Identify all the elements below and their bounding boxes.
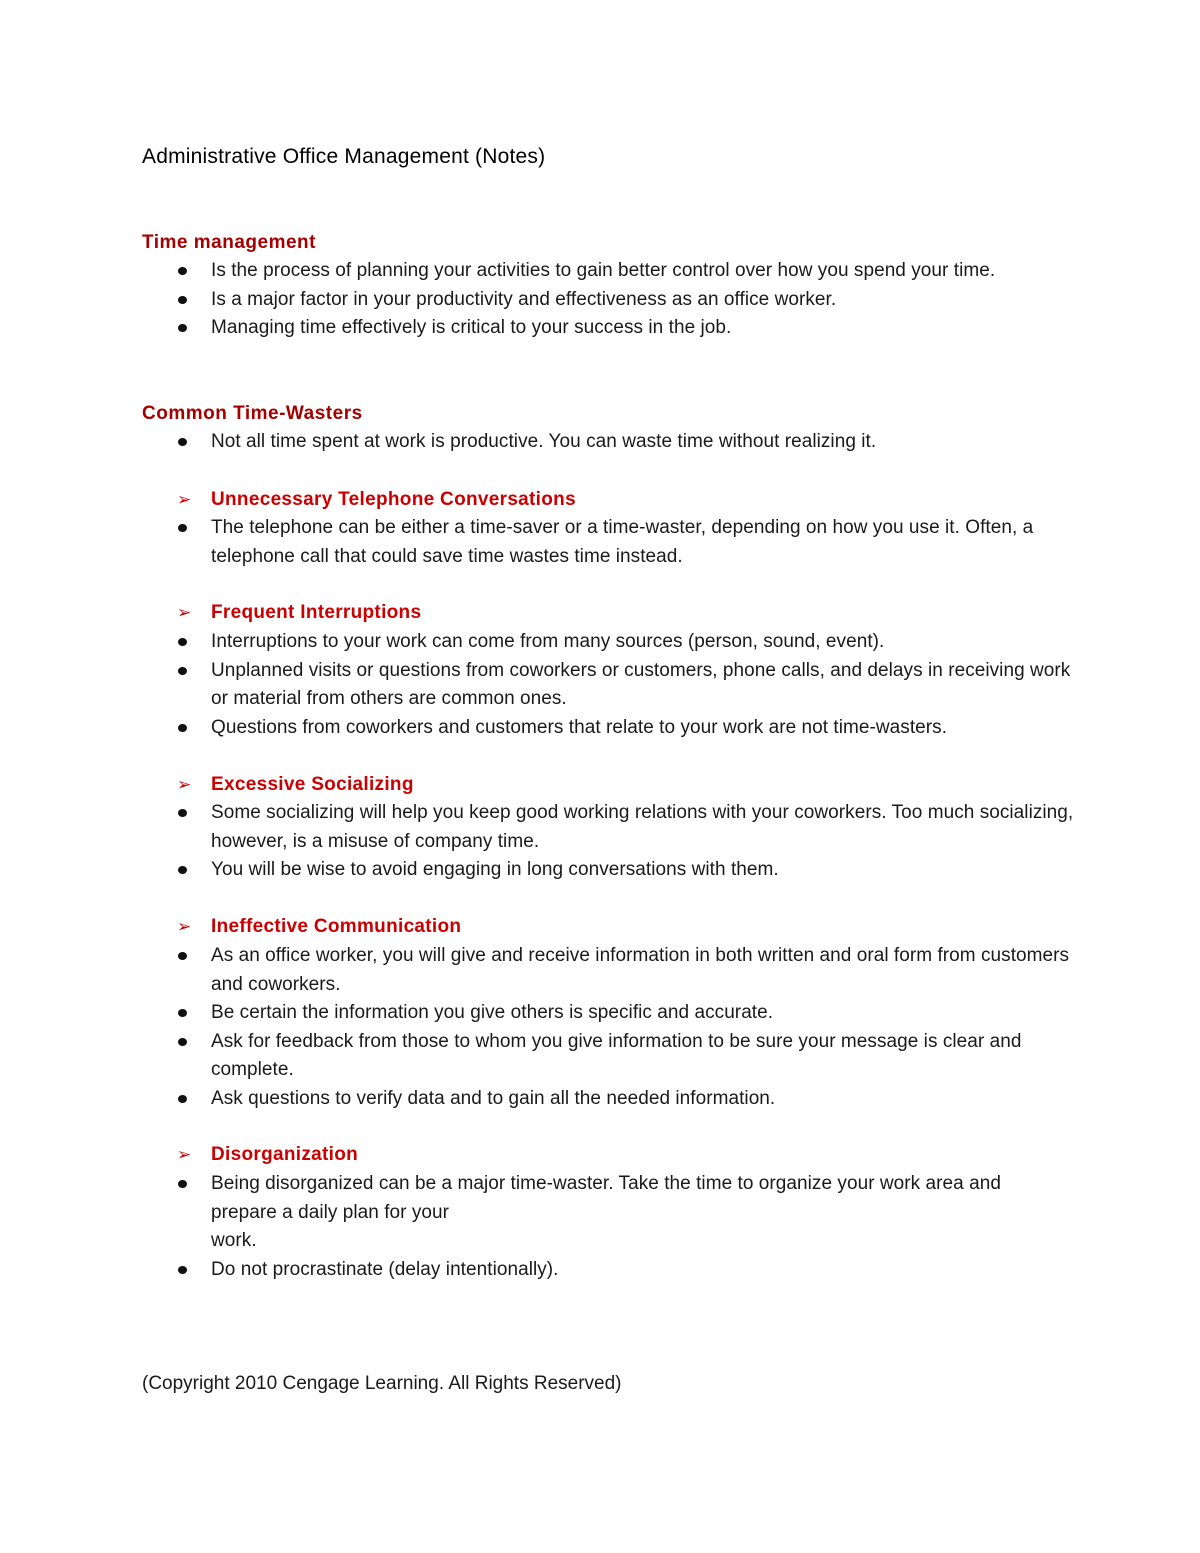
list-item: Managing time effectively is critical to your success in the job. — [177, 314, 1077, 343]
list-item: Being disorganized can be a major time-waster. Take the time to organize your work area and prepare a daily plan for your — [177, 1170, 1031, 1227]
list-item: Not all time spent at work is productive. You can waste time without realizing it. — [177, 428, 1077, 457]
bullet-icon — [178, 438, 187, 446]
telephone-list — [177, 514, 1077, 571]
time-management-list — [177, 257, 1077, 343]
bullet-icon — [178, 296, 187, 304]
list-item: Ask questions to verify data and to gain all the needed information. — [177, 1085, 1077, 1114]
section-heading-time-management: Time management — [142, 232, 316, 253]
arrow-bullet-icon: ➢ — [177, 1145, 192, 1164]
bullet-icon — [178, 1009, 187, 1017]
bullet-icon — [178, 866, 187, 874]
list-item: The telephone can be either a time-saver or a time-waster, depending on how you use it. Often, a telephone call that could save time wastes time instead. — [177, 514, 1077, 571]
bullet-icon — [178, 1266, 187, 1274]
subsection-heading-socializing: ➢ Excessive Socializing — [177, 772, 414, 798]
list-item: Ask for feedback from those to whom you give information to be sure your message is clear and complete. — [177, 1028, 1077, 1085]
common-time-wasters-list — [177, 428, 1077, 457]
arrow-bullet-icon: ➢ — [177, 917, 192, 936]
bullet-icon — [178, 1095, 187, 1103]
arrow-bullet-icon: ➢ — [177, 775, 192, 794]
bullet-icon — [178, 952, 187, 960]
bullet-icon — [178, 1038, 187, 1046]
bullet-icon — [178, 638, 187, 646]
list-item: As an office worker, you will give and receive information in both written and oral form from customers and coworkers. — [177, 942, 1077, 999]
list-item: Questions from coworkers and customers that relate to your work are not time-wasters. — [177, 714, 1077, 743]
list-item: You will be wise to avoid engaging in long conversations with them. — [177, 856, 1077, 885]
section-heading-common-time-wasters: Common Time-Wasters — [142, 403, 363, 424]
communication-list — [177, 942, 1077, 1113]
list-item: Do not procrastinate (delay intentionally). — [177, 1256, 1077, 1285]
bullet-icon — [178, 724, 187, 732]
bullet-icon — [178, 524, 187, 532]
list-item: Some socializing will help you keep good working relations with your coworkers. Too much socializing, however, is a misuse of company time. — [177, 799, 1077, 856]
copyright-footer: (Copyright 2010 Cengage Learning. All Rights Reserved) — [142, 1373, 622, 1394]
subsection-heading-telephone: ➢ Unnecessary Telephone Conversations — [177, 487, 576, 513]
document-title: Administrative Office Management (Notes) — [142, 145, 546, 168]
list-item: Is a major factor in your productivity and effectiveness as an office worker. — [177, 286, 1077, 315]
bullet-icon — [178, 324, 187, 332]
bullet-icon — [178, 667, 187, 675]
arrow-bullet-icon: ➢ — [177, 490, 192, 509]
bullet-icon — [178, 809, 187, 817]
list-item-continuation: work. — [211, 1230, 257, 1251]
subsection-heading-communication: ➢ Ineffective Communication — [177, 914, 461, 940]
socializing-list — [177, 799, 1077, 885]
list-item: Interruptions to your work can come from many sources (person, sound, event). — [177, 628, 1077, 657]
list-item: Be certain the information you give others is specific and accurate. — [177, 999, 1077, 1028]
list-item: Unplanned visits or questions from coworkers or customers, phone calls, and delays in receiving work or material from others are common ones. — [177, 657, 1077, 714]
arrow-bullet-icon: ➢ — [177, 603, 192, 622]
interruptions-list — [177, 628, 1077, 742]
bullet-icon — [178, 267, 187, 275]
subsection-heading-disorganization: ➢ Disorganization — [177, 1142, 358, 1168]
subsection-heading-interruptions: ➢ Frequent Interruptions — [177, 600, 421, 626]
bullet-icon — [178, 1180, 187, 1188]
disorganization-list — [177, 1170, 1077, 1284]
list-item: Is the process of planning your activities to gain better control over how you spend your time. — [177, 257, 1077, 286]
